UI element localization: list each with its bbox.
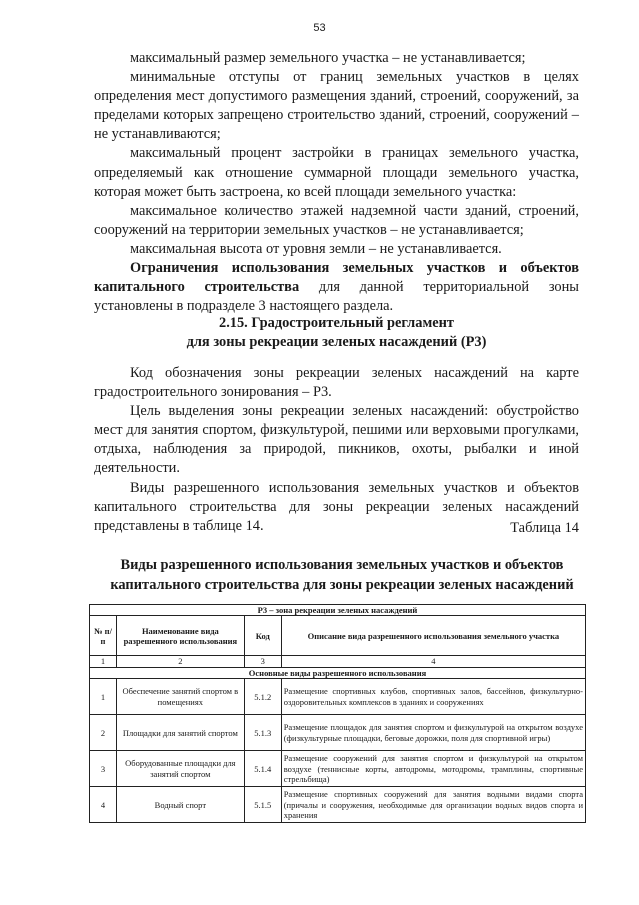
row-desc: Размещение площадок для занятия спортом и физкультурой на открытом воздухе (физкультурные площадки, беговые дорожки, поля для спортивной игры) [281,715,585,751]
colnum-3: 3 [244,656,281,667]
restrictions-rest: для данной территориальной зоны установлены в подразделе 3 настоящего раздела. [94,279,579,315]
section-title-line1: 2.15. Градостроительный регламент [219,315,454,331]
uses-table [89,604,586,823]
row-num: 2 [90,715,117,751]
table-group-row [90,667,586,678]
colnum-2: 2 [116,656,244,667]
row-num: 3 [90,751,117,787]
row-code: 5.1.5 [244,787,281,823]
row-name: Оборудованные площадки для занятий спортом [116,751,244,787]
row-num: 4 [90,787,117,823]
header-name: Наименование вида разрешенного использования [116,616,244,656]
row-code: 5.1.3 [244,715,281,751]
regulation-parameters [94,49,579,316]
row-code: 5.1.4 [244,751,281,787]
section-body [94,364,579,536]
param-max-size: максимальный размер земельного участка – не устанавливается; [130,50,526,66]
section-title-line2: для зоны рекреации зеленых насаждений (Р3) [186,334,487,350]
table-row [90,751,586,787]
table-row [90,679,586,715]
row-desc: Размещение спортивных сооружений для занятия водными видами спорта (причалы и сооружения, необходимые для организации водных видов спорта и хранения [281,787,585,823]
param-max-height: максимальная высота от уровня земли – не устанавливается. [130,240,502,257]
header-desc: Описание вида разрешенного использования земельного участка [281,616,585,656]
section-title [94,314,579,352]
row-desc: Размещение спортивных клубов, спортивных залов, бассейнов, физкультурно-оздоровительных комплексов в зданиях и сооружениях [281,679,585,715]
table-heading-line1: Виды разрешенного использования земельных участков и объектов [120,557,564,573]
param-max-floors: максимальное количество этажей надземной части зданий, строений, сооружений на территории земельных участков – не устанавливается; [94,202,579,238]
param-min-setbacks: минимальные отступы от границ земельных участков в целях определения мест допустимого размещения зданий, строений, сооружений, за пределами которых запрещено строительство зданий, строений, сооружений – не устанавливаются; [94,69,579,143]
restrictions-paragraph [94,259,579,316]
group-title: Основные виды разрешенного использования [90,667,586,678]
table-heading [94,555,590,595]
row-code: 5.1.2 [244,679,281,715]
table-heading-line2: капитального строительства для зоны рекреации зеленых насаждений [110,577,574,593]
zone-purpose-paragraph: Цель выделения зоны рекреации зеленых насаждений: обустройство мест для занятия спортом, физкультурой, пешими или верховыми прогулками, отдыха, наблюдения за природой, пикников, охоты, рыбалки и иной деятельности. [94,403,579,477]
row-name: Водный спорт [116,787,244,823]
row-name: Площадки для занятий спортом [116,715,244,751]
table-label: Таблица 14 [510,520,579,536]
table-header-row [90,616,586,656]
row-name: Обеспечение занятий спортом в помещениях [116,679,244,715]
zone-code-paragraph: Код обозначения зоны рекреации зеленых насаждений на карте градостроительного зонирования – Р3. [94,365,579,401]
row-num: 1 [90,679,117,715]
restrictions-bold: Ограничения использования земельных участков и объектов капитального строительства [94,260,579,296]
page-number: 53 [313,22,326,34]
table-zone-title: Р3 – зона рекреации зеленых насаждений [90,605,586,616]
table-colnum-row [90,656,586,667]
header-num: № п/п [90,616,117,656]
header-code: Код [244,616,281,656]
colnum-1: 1 [90,656,117,667]
table-row [90,787,586,823]
table-row [90,715,586,751]
colnum-4: 4 [281,656,585,667]
zone-uses-paragraph: Виды разрешенного использования земельных участков и объектов капитального строительства для зоны рекреации зеленых насаждений представлены в таблице 14. [94,479,579,534]
row-desc: Размещение сооружений для занятия спортом и физкультурой на открытом воздухе (теннисные корты, автодромы, мотодромы, трамплины, спортивные стрельбища) [281,751,585,787]
table-zone-row [90,605,586,616]
param-max-coverage: максимальный процент застройки в границах земельного участка, определяемый как отношение суммарной площади земельного участка, которая может быть застроена, ко всей площади земельного участка: [94,145,579,200]
